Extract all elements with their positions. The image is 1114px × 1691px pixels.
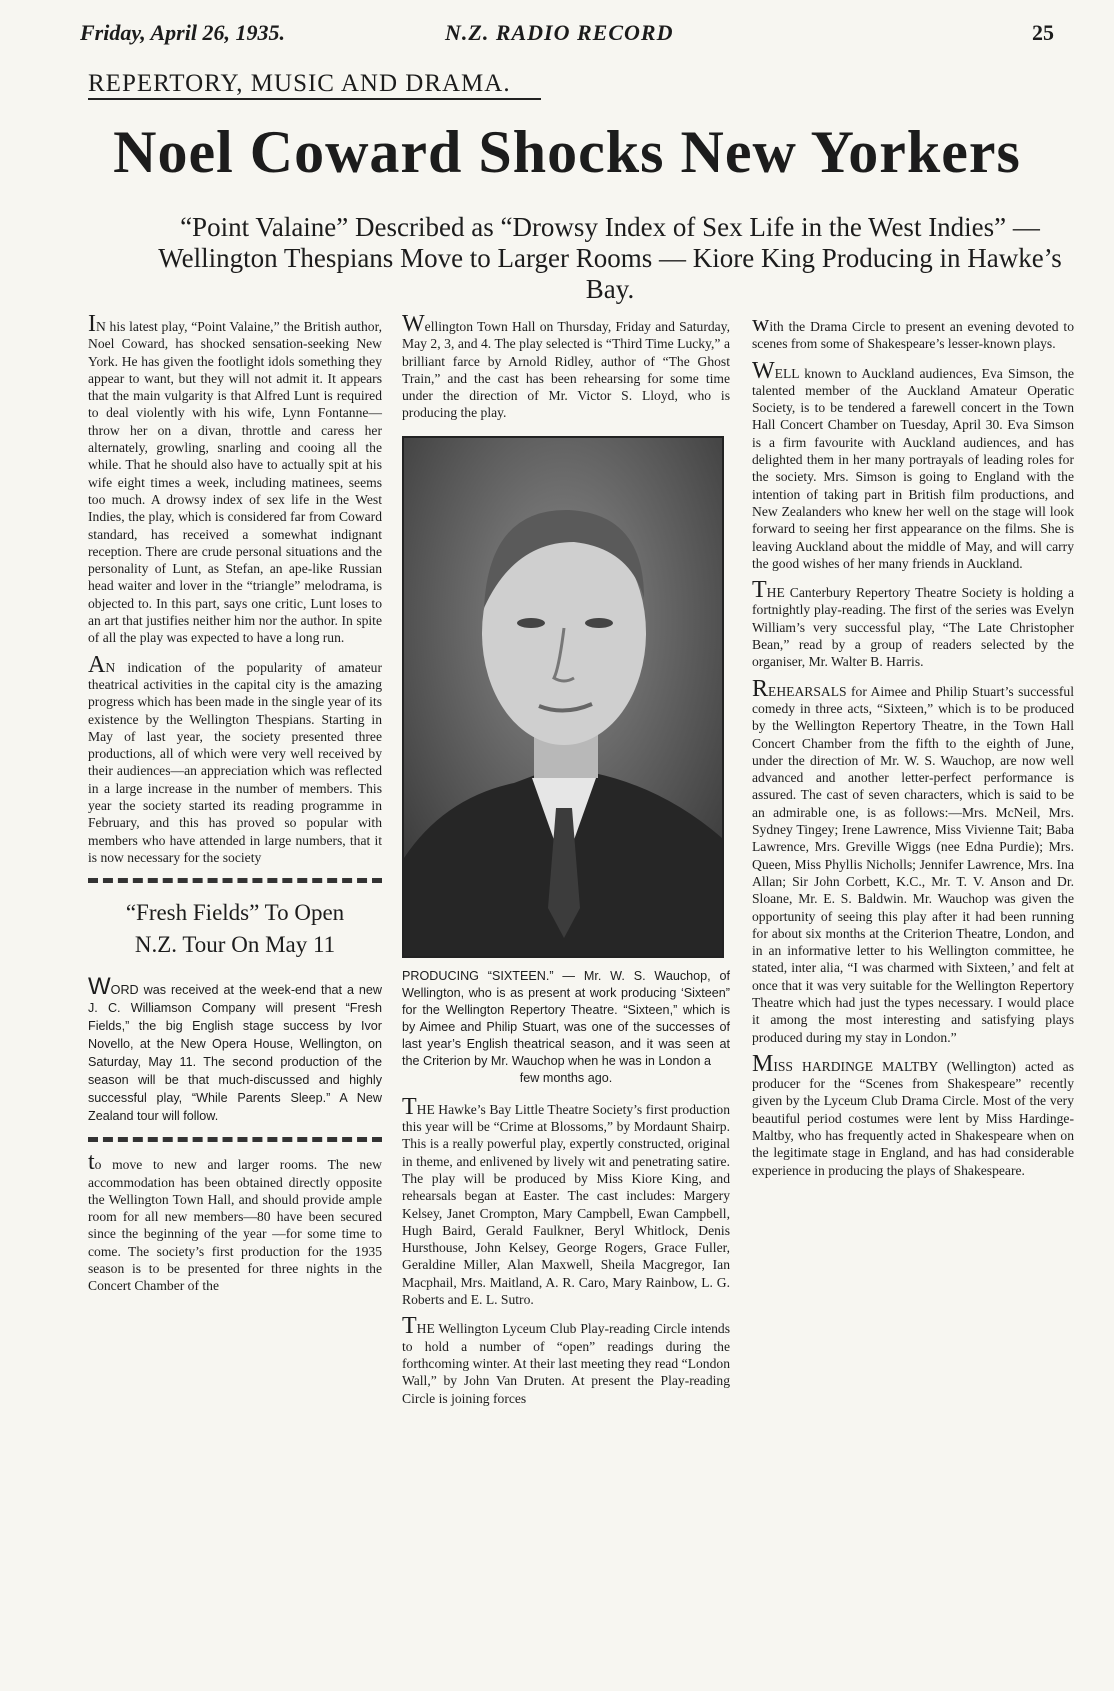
page-number: 25 — [1032, 20, 1054, 45]
article-point-valaine: IN his latest play, “Point Valaine,” the British author, Noel Coward, has shocked sensation-seeking New York. He has given the footlight idols something they appear to want, but they will not admit it. It appears that the main vulgarity is that Alfred Lunt is required to deal violently with his wife, Lynn Fontanne—throw her on a divan, throttle and caress her alternately, growling, snarling and cooing all the while. That he should also have to actually spit at his wife eight times a week, including matinees, seems too much. A drowsy index of sex life in the West Indies, the play, which is considered far from Coward standard, has received a somewhat indignant reception. There are crude personal situations and the personality of Lunt, as Stefan, an ape-like Russian head waiter and lover in the “triangle” melodrama, is objected to. In this part, says one critic, Lunt loses to an art that justifies neither him nor the author. In spite of all the play was expected to have a long run. — [88, 311, 382, 646]
headline: Noel Coward Shocks New Yorkers — [113, 119, 1021, 185]
fresh-fields-heading — [88, 897, 382, 961]
photo-caption-end: few months ago. — [519, 1070, 613, 1085]
article-fresh-fields: WORD was received at the week-end that a new J. C. Williamson Company will present “Fresh Fields,” the big English stage success by Ivor Novello, at the New Opera House, Wellington, on Saturday, May 11. The second production of the season will be that much-discussed and highly successful play, “While Parents Sleep.” A New Zealand tour will follow. — [88, 973, 382, 1124]
article-thespians: AN indication of the popularity of amateur theatrical activities in the capital city is the amazing progress which has been made in the single year of its existence by the Wellington Thespians. Starting in May of last year, the society presented three productions, all of which were very well received by their audiences—an appreciation which was reflected in a large increase in the number of members. This year the society started its reading programme in February, and this has proved so popular with members who have attended in large numbers, that it is now necessary for the society — [88, 651, 382, 865]
fresh-fields-heading-line-1: “Fresh Fields” To Open — [125, 900, 345, 926]
article-thespians-continued: to move to new and larger rooms. The new accommodation has been obtained directly opposite the Wellington Town Hall, and should provide ample room for all new members—80 have been secured since the beginning of the year —for some time to come. The society’s first production for the 1935 season is to be presented for three nights in the Concert Chamber of the — [88, 1149, 382, 1294]
column-2 — [402, 311, 730, 1419]
divider — [88, 878, 382, 883]
divider — [88, 1137, 382, 1142]
publication-name: N.Z. RADIO RECORD — [445, 20, 674, 45]
fresh-fields-heading-line-2: N.Z. Tour On May 11 — [134, 932, 336, 958]
article-lyceum-club-end: with the Drama Circle to present an evening devoted to scenes from some of Shakespeare’s lesser-known plays. — [752, 311, 1074, 352]
portrait-photo — [402, 436, 724, 958]
photo-caption — [402, 968, 730, 1087]
headline-deck: “Point Valaine” Described as “Drowsy Index of Sex Life in the West Indies” — Wellington Thespians Move to Larger Rooms — Kiore King Producing in Hawke’s Bay. — [158, 212, 1062, 304]
article-hawkes-bay: THE Hawke’s Bay Little Theatre Society’s first production this year will be “Crime at Blossoms,” by Mordaunt Shairp. This is a really powerful play, expertly constructed, original in theme, and enlivened by lively wit and penetrating satire. The play will be produced by Miss Kiore King, and rehearsals began at Easter. The cast includes: Margery Kelsey, Janet Crompton, Mary Campbell, Ewan Campbell, Hugh Baird, Gerald Faulkner, Beryl Whitlock, Denis Hursthouse, John Kelsey, George Rogers, Grace Fuller, Geraldine Miller, Alan Maxwell, Sheila Macgregor, Ian Macphail, Mrs. Maitland, A. R. Caro, Mary Rainbow, L. G. Roberts and E. L. Sutro. — [402, 1093, 730, 1308]
article-eva-simson: WELL known to Auckland audiences, Eva Simson, the talented member of the Auckland Amateur Operatic Society, is to be tendered a farewell concert in the Town Hall Concert Chamber on Tuesday, April 30. Eva Simson is a firm favourite with Auckland audiences, and has delighted them in her many portrayals of leading roles for the society. Mrs. Simson is going to England with the intention of taking part in British film productions, and New Zealanders who knew her well on the stage will look forward to seeing her first appearance on the films. She is leaving Auckland about the middle of May, and will carry the good wishes of her many friends in Auckland. — [752, 357, 1074, 571]
masthead — [80, 20, 1054, 52]
section-heading: REPERTORY, MUSIC AND DRAMA. — [88, 70, 541, 100]
article-canterbury: THE Canterbury Repertory Theatre Society is holding a fortnightly play-reading. The first of the series was Evelyn William’s very successful play, “The Late Christopher Bean,” read by a group of readers selected by the organiser, Mr. Walter B. Harris. — [752, 577, 1074, 670]
article-thespians-end: Wellington Town Hall on Thursday, Friday and Saturday, May 2, 3, and 4. The play selected is “Third Time Lucky,” a brilliant farce by Arnold Ridley, author of “The Ghost Train,” and the cast has been rehearsing for some time under the direction of Mr. Victor S. Lloyd, who is producing the play. — [402, 311, 730, 421]
article-lyceum-club: THE Wellington Lyceum Club Play-reading Circle intends to hold a number of “open” readings during the forthcoming winter. At their last meeting they read “London Wall,” by John Van Druten. At present the Play-reading Circle is joining forces — [402, 1313, 730, 1406]
article-sixteen-rehearsals: REHEARSALS for Aimee and Philip Stuart’s successful comedy in three acts, “Sixteen,” which is to be produced by the Wellington Repertory Theatre, in the Town Hall Concert Chamber from the fifth to the eighth of June, under the direction of Mr. W. S. Wauchop, are now well advanced and another letter-perfect performance is assured. The cast of seven characters, which is said to be an admirable one, is as follows:—Mrs. McNeil, Mrs. Sydney Tingey; Irene Lawrence, Miss Vivienne Tait; Baba Lawrence, Mrs. Greville Wiggs (nee Edna Purdie); Mrs. Queen, Miss Phyllis Nicholls; Jennifer Lawrence, Mrs. Ina Allan; Sir John Corbett, K.C., Mr. T. V. Anson and Dr. Sloane, Mr. E. S. Baldwin. Mr. Wauchop was given the opportunity of seeing this play after it had been running for about six months at the Criterion Theatre, London, and in an informative letter to his Wellington committee, he stated, inter alia, “I was charmed with Sixteen,’ and felt at once that it was very suitable for the Wellington Repertory Theatre which had just the types necessary. I would place it among the most interesting and satisfying plays produced during my stay in London.” — [752, 675, 1074, 1045]
portrait-illustration — [404, 438, 722, 956]
photo-caption-text: PRODUCING “SIXTEEN.” — Mr. W. S. Wauchop, of Wellington, who is as present at work producing ‘Sixteen” for the Wellington Repertory Theatre. “Sixteen,” which is by Aimee and Philip Stuart, was one of the successes of last year’s English theatrical season, and it was seen at the Criterion by Mr. Wauchop when he was in London a — [402, 968, 730, 1068]
column-3 — [752, 311, 1074, 1191]
article-hardinge-maltby: MISS HARDINGE MALTBY (Wellington) acted as producer for the “Scenes from Shakespeare” recently given by the Lyceum Club Drama Circle. Most of the very beautiful period costumes were lent by Miss Hardinge-Maltby, who has frequently acted in Shakespeare when on the legitimate stage in England, and has had considerable experience in producing the plays of Shakespeare. — [752, 1050, 1074, 1178]
issue-date: Friday, April 26, 1935. — [80, 20, 285, 45]
column-1 — [88, 311, 382, 1307]
